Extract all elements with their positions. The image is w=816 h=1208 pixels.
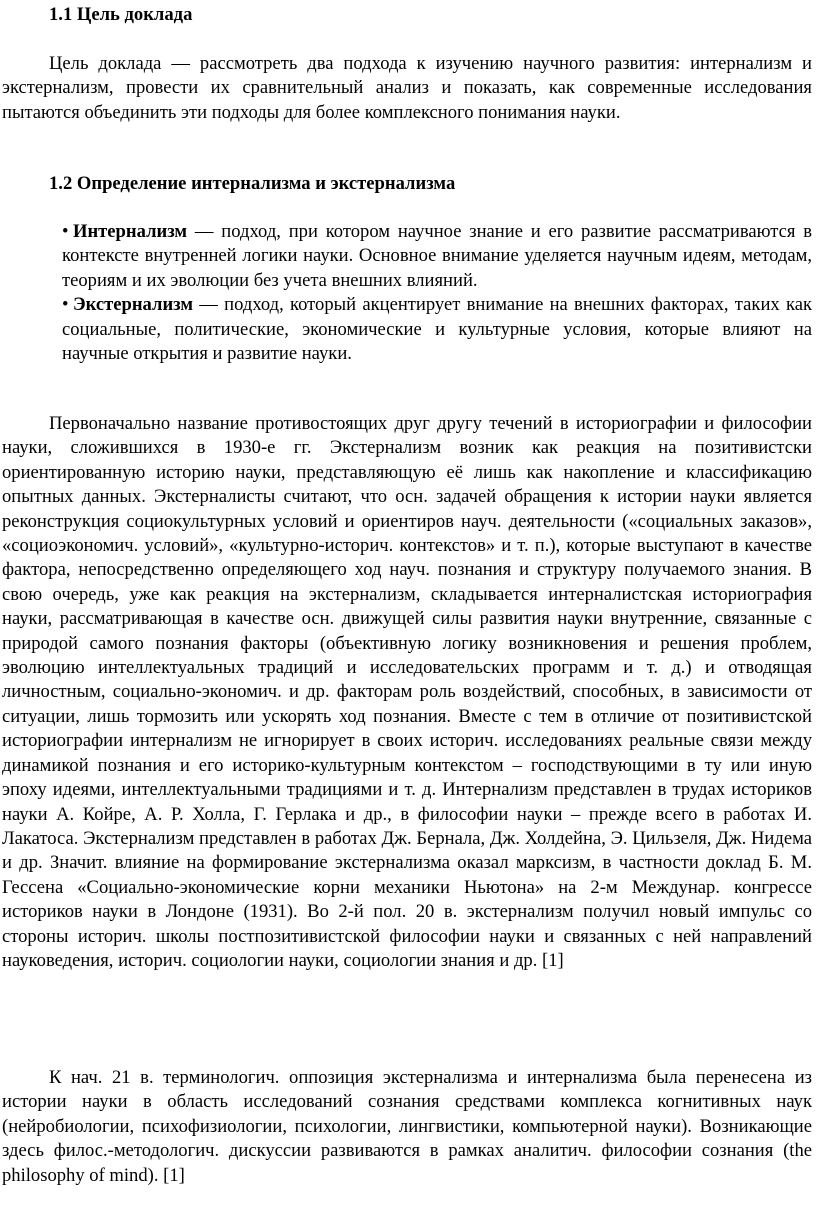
section-heading-goal: 1.1 Цель доклада (49, 4, 193, 25)
definitions-list (62, 220, 812, 366)
term-externalism: Экстернализм (73, 294, 194, 316)
section-heading-definitions: 1.2 Определение интернализма и экстернализма (49, 173, 456, 194)
list-item-externalism (62, 293, 812, 366)
definition-internalism: — подход, при котором научное знание и его развитие рассматриваются в контексте внутренней логики науки. Основное внимание уделяется научным идеям, методам, теориям и их эволюции без учета внешних влияний. (62, 221, 812, 291)
goal-paragraph: Цель доклада — рассмотреть два подхода к изучению научного развития: интернализм и экстернализм, провести их сравнительный анализ и показать, как современные исследования пытаются объединить эти подходы для более комплексного понимания науки. (2, 53, 812, 123)
list-item-internalism (62, 220, 812, 293)
bullet-icon: • (62, 294, 69, 316)
history-paragraph: Первоначально название противостоящих друг другу течений в историографии и философии науки, сложившихся в 1930-е гг. Экстернализм возник как реакция на позитивистски ориентированную историю науки, представляющую её лишь как накопление и классификацию опытных данных. Экстерналисты считают, что осн. задачей обращения к истории науки является реконструкция социокультурных условий и ориентиров науч. деятельности («социальных заказов», «социоэкономич. условий», «культурно-историч. контекстов» и т. п.), которые выступают в качестве фактора, непосредственно определяющего ход науч. познания и структуру получаемого знания. В свою очередь, уже как реакция на экстернализм, складывается интерналистская историография науки, рассматривающая в качестве осн. движущей силы развития науки внутренние, связанные с природой самого познания факторы (объективную логику возникновения и решения проблем, эволюцию интеллектуальных традиций и исследовательских программ и т. д.) и отводящая личностным, социально-экономич. и др. факторам роль воздействий, способных, в зависимости от ситуации, лишь тормозить или ускорять ход познания. Вместе с тем в отличие от позитивистской историографии интернализм не игнорирует в своих историч. исследованиях реальные связи между динамикой познания и его историко-культурным контекстом – господствующими в ту или иную эпоху идеями, интеллектуальными традициями и т. д. Интернализм представлен в трудах историков науки А. Койре, А. Р. Холла, Г. Герлака и др., в философии науки – прежде всего в работах И. Лакатоса. Экстернализм представлен в работах Дж. Бернала, Дж. Холдейна, Э. Цильзеля, Дж. Нидема и др. Значит. влияние на формирование экстернализма оказал марксизм, в частности доклад Б. М. Гессена «Социально-экономические корни механики Ньютона» на 2-м Междунар. конгрессе историков науки в Лондоне (1931). Во 2-й пол. 20 в. экстернализм получил новый импульс со стороны историч. школы постпозитивистской философии науки и связанных с ней направлений науковедения, историч. социологии науки, социологии знания и др. [1] (2, 413, 812, 971)
definition-externalism: — подход, который акцентирует внимание на внешних факторах, таких как социальные, политические, экономические и культурные условия, которые влияют на научные открытия и развитие науки. (62, 294, 812, 365)
twenty-first-century-paragraph: К нач. 21 в. терминологич. оппозиция экстернализма и интернализма была перенесена из истории науки в область исследований сознания средствами комплекса когнитивных наук (нейробиологии, психофизиологии, психологии, лингвистики, компьютерной науки). Возникающие здесь филос.-методологич. дискуссии развиваются в рамках аналитич. философии сознания (the philosophy of mind). [1] (2, 1067, 812, 1186)
term-internalism: Интернализм (73, 221, 188, 242)
bullet-icon: • (62, 221, 69, 242)
